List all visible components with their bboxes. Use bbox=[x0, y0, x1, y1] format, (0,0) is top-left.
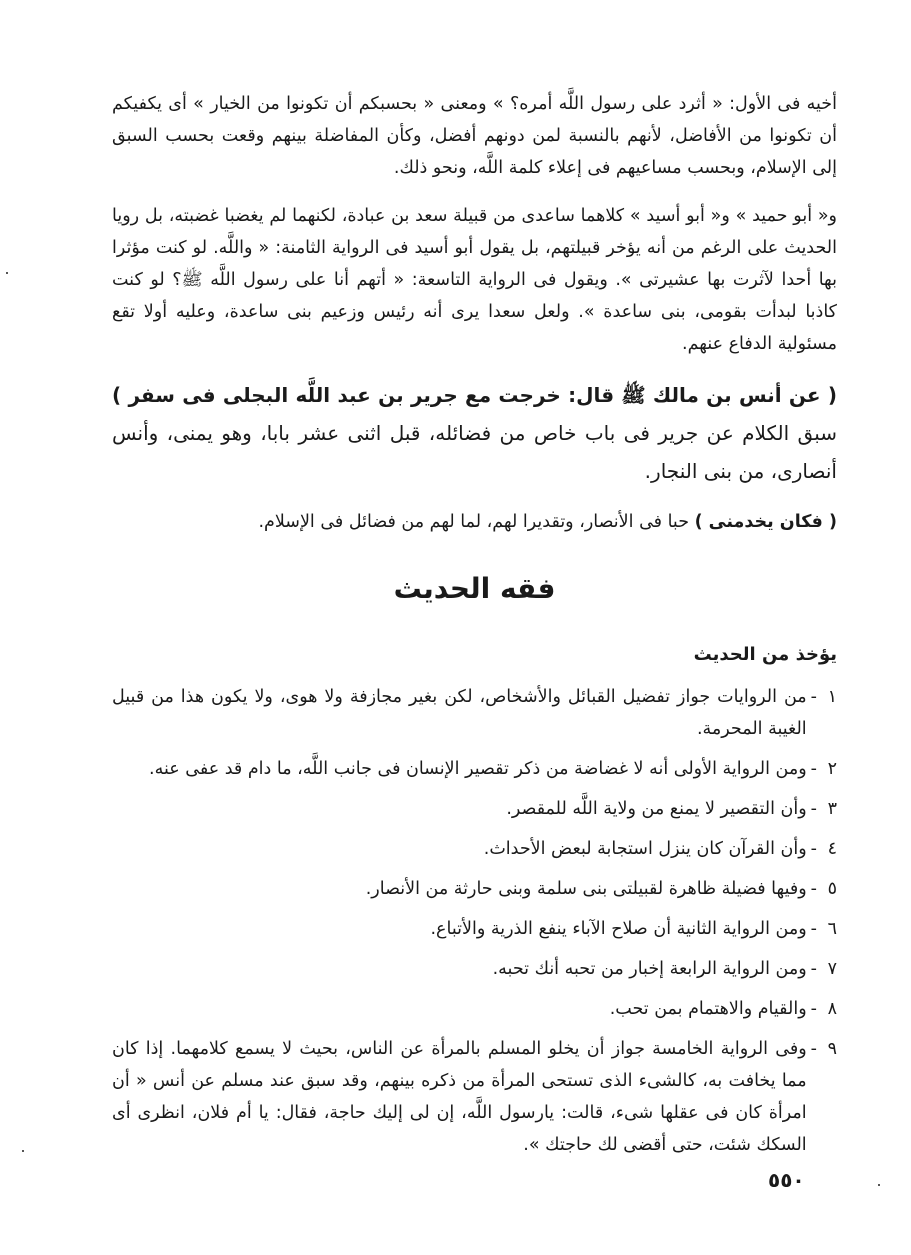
list-item-number: ٥ bbox=[827, 879, 837, 899]
paragraph-4-quote: ( فكان يخدمنى ) bbox=[694, 512, 837, 532]
list-item-text: من الروايات جواز تفضيل القبائل والأشخاص، لكن بغير مجازفة ولا هوى، ولا يكون هذا من قبيل الغيبة المحرمة. bbox=[112, 687, 807, 739]
list-item bbox=[112, 793, 837, 825]
list-item-separator: - bbox=[810, 839, 817, 859]
list-item-separator: - bbox=[810, 1039, 817, 1059]
list-item bbox=[112, 953, 837, 985]
paragraph-2 bbox=[112, 200, 837, 360]
list-item-number: ٣ bbox=[827, 799, 837, 819]
paragraph-4-text: حبا فى الأنصار، وتقديرا لهم، لما لهم من فضائل فى الإسلام. bbox=[258, 512, 695, 532]
paragraph-4 bbox=[112, 506, 837, 538]
hadith-quote: ( عن أنس بن مالك ﷺ قال: خرجت مع جرير بن عبد اللَّه البجلى فى سفر ) bbox=[112, 383, 837, 407]
paragraph-2-text: و« أبو حميد » و« أبو أسيد » كلاهما ساعدى من قبيلة سعد بن عبادة، لكنهما لم يغضبا غضبته، بل رويا الحديث على الرغم من أنه يؤخر قبيلتهم، بل يقول أبو أسيد فى الرواية الثامنة: « واللَّه. لو كنت مؤثرا بها أحدا لآثرت بها عشيرتى ». ويقول فى الرواية التاسعة: « أتهم أنا على رسول اللَّه ﷺ؟ لو كنت كاذبا لبدأت بقومى، بنى ساعدة ». ولعل سعدا يرى أنه رئيس وزعيم بنى ساعدة، وعليه أولا تقع مسئولية الدفاع عنهم. bbox=[112, 206, 837, 354]
hadith-paragraph bbox=[112, 376, 837, 490]
scan-speck bbox=[6, 272, 8, 274]
scan-speck bbox=[22, 1150, 24, 1152]
list-item-separator: - bbox=[810, 999, 817, 1019]
list-item-text: وأن التقصير لا يمنع من ولاية اللَّه للمقصر. bbox=[506, 799, 807, 819]
list-item-text: ومن الرواية الأولى أنه لا غضاضة من ذكر تقصير الإنسان فى جانب اللَّه، ما دام قد عفى عنه. bbox=[149, 759, 807, 779]
paragraph-1 bbox=[112, 88, 837, 184]
list-item-text: وفى الرواية الخامسة جواز أن يخلو المسلم بالمرأة عن الناس، بحيث لا يسمع كلامهما. إذا كان مما يخافت به، كالشىء الذى تستحى المرأة من ذكره بينهم، وقد سبق عند مسلم عن أنس « أن امرأة كان فى عقلها شىء، قالت: يارسول اللَّه، إن لى إليك حاجة، فقال: يا أم فلان، انظرى أى السكك شئت، حتى أقضى لك حاجتك ». bbox=[112, 1039, 807, 1155]
list-item-text: ومن الرواية الرابعة إخبار من تحبه أنك تحبه. bbox=[492, 959, 807, 979]
list-item-number: ٧ bbox=[827, 959, 837, 979]
subheading: يؤخذ من الحديث bbox=[693, 644, 837, 665]
list-item bbox=[112, 993, 837, 1025]
list-item-text: وأن القرآن كان ينزل استجابة لبعض الأحداث. bbox=[483, 839, 807, 859]
scan-speck bbox=[878, 1184, 880, 1186]
list-item-text: ومن الرواية الثانية أن صلاح الآباء ينفع الذرية والأتباع. bbox=[430, 919, 807, 939]
lessons-list bbox=[112, 681, 837, 1161]
list-item bbox=[112, 753, 837, 785]
list-item bbox=[112, 913, 837, 945]
list-item-number: ٩ bbox=[827, 1039, 837, 1059]
list-item bbox=[112, 833, 837, 865]
list-item bbox=[112, 681, 837, 745]
list-item-number: ٦ bbox=[827, 919, 837, 939]
paragraph-1-text: أخيه فى الأول: « أثرد على رسول اللَّه أمره؟ » ومعنى « بحسبكم أن تكونوا من الخيار » أى يكفيكم أن تكونوا من الأفاضل، لأنهم بالنسبة لمن دونهم أفضل، وكأن المفاضلة بينهم وقعت بحسب السبق إلى الإسلام، وبحسب مساعيهم فى إعلاء كلمة اللَّه، ونحو ذلك. bbox=[112, 94, 837, 178]
list-item-number: ١ bbox=[827, 687, 837, 707]
list-item-number: ٢ bbox=[827, 759, 837, 779]
list-item-separator: - bbox=[810, 687, 817, 707]
list-item-separator: - bbox=[810, 959, 817, 979]
list-item-separator: - bbox=[810, 879, 817, 899]
section-title: فقه الحديث bbox=[393, 572, 556, 605]
page-content bbox=[112, 88, 837, 1169]
hadith-commentary: سبق الكلام عن جرير فى باب خاص من فضائله، قبل اثنى عشر بابا، وهو يمنى، وأنس أنصارى، من بنى النجار. bbox=[112, 421, 837, 483]
list-item-separator: - bbox=[810, 759, 817, 779]
list-item-separator: - bbox=[810, 919, 817, 939]
list-item-text: والقيام والاهتمام بمن تحب. bbox=[609, 999, 807, 1019]
list-item-text: وفيها فضيلة ظاهرة لقبيلتى بنى سلمة وبنى حارثة من الأنصار. bbox=[365, 879, 807, 899]
list-item bbox=[112, 1033, 837, 1161]
list-item-separator: - bbox=[810, 799, 817, 819]
list-item-number: ٨ bbox=[827, 999, 837, 1019]
list-item-number: ٤ bbox=[827, 839, 837, 859]
page-number: ٥٥٠ bbox=[768, 1168, 805, 1192]
list-item bbox=[112, 873, 837, 905]
